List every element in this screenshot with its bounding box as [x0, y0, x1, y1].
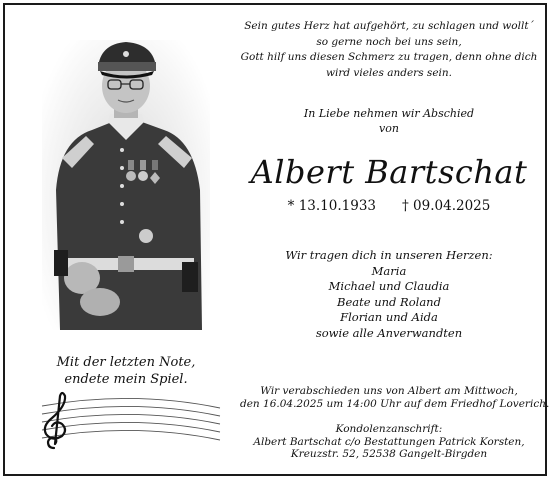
mourners-line: Wir tragen dich in unseren Herzen: — [285, 248, 493, 262]
mourners-line: Florian und Aida — [340, 310, 438, 324]
poem-line: Sein gutes Herz hat aufgehört, zu schlagen und wollt´ — [244, 20, 534, 32]
mourners-line: sowie alle Anverwandten — [315, 325, 463, 340]
mourners-line: Beate und Roland — [337, 294, 441, 309]
closing-quote — [40, 354, 212, 388]
treble-clef-staff-icon — [22, 388, 222, 458]
farewell-line: von — [379, 121, 399, 135]
condolence-address — [240, 423, 538, 461]
condolence-line: Kreuzstr. 52, 52538 Gangelt-Birgden — [290, 448, 488, 460]
poem-line: so gerne noch bei uns sein, — [316, 35, 462, 48]
portrait-photo — [42, 40, 210, 330]
deceased-name: Albert Bartschat — [250, 153, 528, 191]
quote-line: Mit der letzten Note, — [56, 355, 196, 370]
mourners-list — [240, 248, 538, 341]
portrait-illustration — [42, 40, 210, 330]
funeral-service-info — [240, 385, 550, 410]
quote-line: endete mein Spiel. — [64, 372, 188, 387]
service-line: den 16.04.2025 um 14:00 Uhr auf dem Friedhof Loverich. — [240, 397, 550, 410]
service-line: Wir verabschieden uns von Albert am Mittwoch, — [260, 385, 518, 397]
life-dates — [240, 197, 538, 215]
memorial-poem — [240, 19, 538, 81]
poem-line: Gott hilf uns diesen Schmerz zu tragen, denn ohne dich — [240, 51, 538, 63]
mourners-line: Maria — [371, 263, 407, 278]
condolence-line: Albert Bartschat c/o Bestattungen Patrick Korsten, — [253, 435, 525, 448]
death-date: † 09.04.2025 — [402, 198, 491, 214]
poem-line: wird vieles anders sein. — [326, 66, 452, 79]
mourners-line: Michael und Claudia — [328, 279, 450, 293]
condolence-line: Kondolenzanschrift: — [335, 423, 443, 435]
birth-date: * 13.10.1933 — [287, 198, 376, 214]
farewell-line: In Liebe nehmen wir Abschied — [303, 107, 475, 120]
farewell-text — [240, 107, 538, 136]
